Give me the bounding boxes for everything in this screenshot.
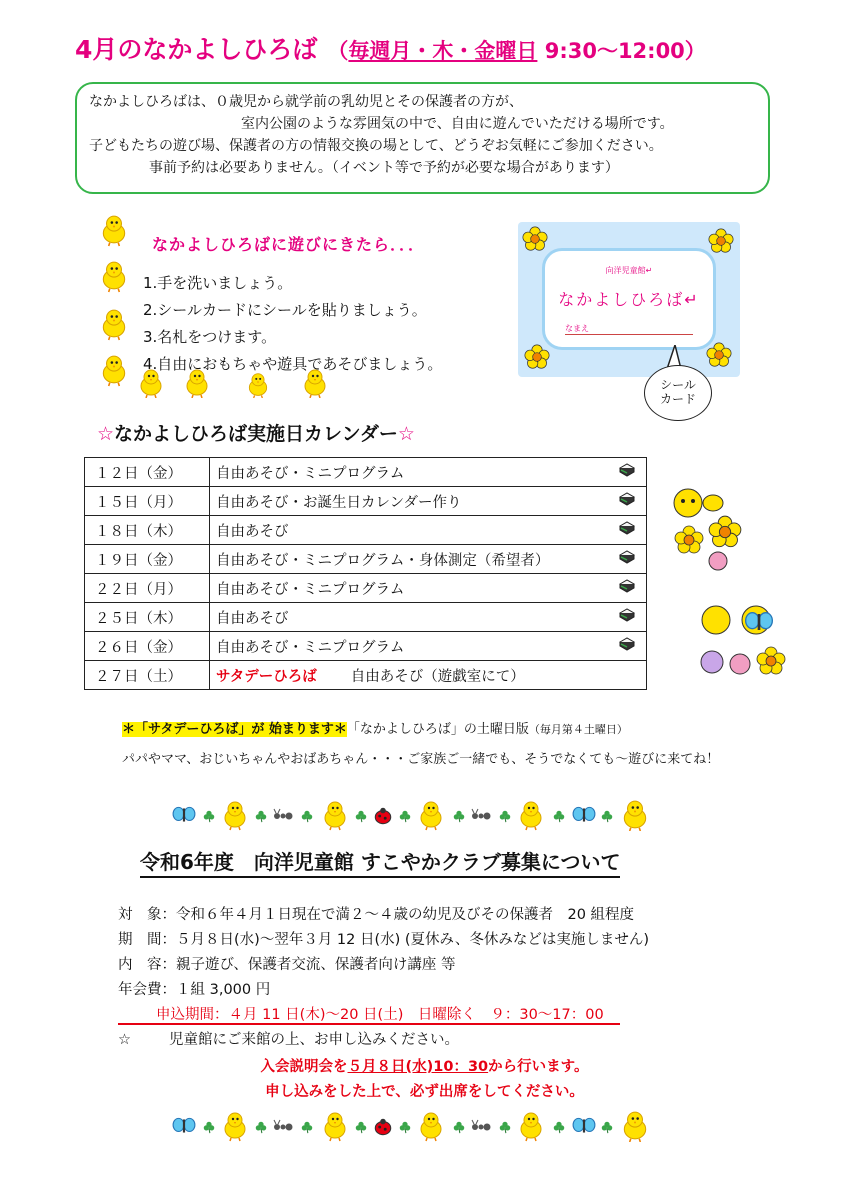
club-period: 期 間：５月８日(水)〜翌年３月 12 日(水) (夏休み、冬休みなどは実施しません) — [118, 932, 650, 948]
steps-list — [143, 270, 442, 378]
book-icon — [608, 458, 647, 487]
card-name-field: なまえ — [565, 323, 693, 335]
club-apply-period: 申込期間：４月 11 日(木)〜20 日(土) 日曜除く ９：30〜17：00 — [118, 1007, 620, 1025]
saturday-invite: パパやママ、おじいちゃんやおばあちゃん・・・ご家族ご一緒でも、そうでなくても〜遊びに来てね！ — [122, 752, 720, 767]
title-text: 4月のなかよしひろば — [75, 35, 318, 64]
book-icon — [608, 603, 647, 632]
step-item: 3.名札をつけます。 — [143, 328, 277, 346]
chick-icon — [98, 352, 130, 388]
chick-icon — [98, 306, 130, 342]
decorative-border — [172, 797, 692, 833]
calendar-table — [84, 457, 647, 690]
attendance-note: 申し込みをした上で、必ず出席をしてください。 — [265, 1084, 584, 1100]
briefing-date: ５月８日(水)10：30 — [347, 1059, 489, 1075]
page-title — [75, 30, 706, 66]
schedule-open: （ — [327, 39, 349, 63]
book-icon — [608, 574, 647, 603]
event-cell: 自由あそび・ミニプログラム・身体測定（希望者） — [210, 545, 609, 574]
table-row — [85, 516, 647, 545]
saturday-event: 自由あそび（遊戯室にて） — [350, 668, 525, 685]
butterflies-illustration — [694, 600, 790, 682]
club-details — [118, 903, 649, 1053]
calendar-title-text: なかよしひろば実施日カレンダー — [114, 423, 398, 445]
steps-heading: なかよしひろばに遊びにきたら．．． — [152, 235, 426, 254]
book-icon — [608, 516, 647, 545]
schedule — [327, 39, 705, 63]
calendar-title — [97, 419, 415, 446]
briefing-post: から行います。 — [488, 1059, 589, 1075]
step-item: 2.シールカードにシールを貼りましょう。 — [143, 301, 427, 319]
event-cell: 自由あそび・ミニプログラム — [210, 458, 609, 487]
chick-icon — [98, 212, 130, 248]
intro-box — [75, 82, 770, 194]
card-inner — [542, 248, 716, 350]
speech-bubble — [644, 365, 712, 421]
chick-icon — [98, 258, 130, 294]
step-item: 4.自由におもちゃや遊具であそびましょう。 — [143, 355, 443, 373]
flower-icon — [708, 228, 734, 254]
event-cell: 自由あそび — [210, 516, 609, 545]
event-cell: 自由あそび — [210, 603, 609, 632]
table-row — [85, 603, 647, 632]
star-icon: ☆ — [118, 1032, 131, 1048]
table-row — [85, 661, 647, 690]
table-row — [85, 458, 647, 487]
date-cell: ２５日（木） — [85, 603, 210, 632]
book-icon — [608, 487, 647, 516]
event-cell: 自由あそび・ミニプログラム — [210, 574, 609, 603]
club-content: 内 容：親子遊び、保護者交流、保護者向け講座 等 — [118, 957, 456, 973]
event-cell — [210, 661, 647, 690]
saturday-small: （毎月第４土曜日） — [528, 723, 628, 736]
table-row — [85, 487, 647, 516]
intro-line: なかよしひろばは、０歳児から就学前の乳幼児とその保護者の方が、 — [89, 94, 523, 110]
date-cell: １５日（月） — [85, 487, 210, 516]
club-fee: 年会費：１組 3,000 円 — [118, 982, 271, 998]
schedule-days: 毎週月・木・金曜日 — [348, 39, 538, 63]
date-cell: ２２日（月） — [85, 574, 210, 603]
saturday-notice — [122, 718, 628, 737]
book-icon — [608, 545, 647, 574]
table-row — [85, 545, 647, 574]
bubble-line: カード — [659, 392, 696, 406]
date-cell: ２７日（土） — [85, 661, 210, 690]
briefing-pre: 入会説明会を — [260, 1059, 348, 1075]
date-cell: １８日（木） — [85, 516, 210, 545]
book-icon — [608, 632, 647, 661]
star-icon: ☆ — [397, 423, 415, 445]
intro-line: 子どもたちの遊び場、保護者の方の情報交換の場として、どうぞお気軽にご参加ください。 — [89, 138, 663, 154]
event-cell: 自由あそび・ミニプログラム — [210, 632, 609, 661]
saturday-note: 「なかよしひろば」の土曜日版 — [346, 722, 529, 737]
date-cell: １９日（金） — [85, 545, 210, 574]
table-row — [85, 574, 647, 603]
saturday-label: サタデーひろば — [216, 668, 317, 685]
sticker-card-image — [518, 222, 740, 377]
flower-icon — [524, 344, 550, 370]
briefing-note — [0, 1055, 849, 1080]
flower-icon — [706, 342, 732, 368]
club-how: 児童館にご来館の上、お申し込みください。 — [169, 1032, 459, 1048]
table-row — [85, 632, 647, 661]
card-title: なかよしひろば↵ — [558, 290, 700, 309]
flower-icon — [522, 226, 548, 252]
club-title: 令和6年度 向洋児童館 すこやかクラブ募集について — [140, 846, 620, 878]
event-cell: 自由あそび・お誕生日カレンダー作り — [210, 487, 609, 516]
intro-line: 室内公園のような雰囲気の中で、自由に遊んでいただける場所です。 — [241, 116, 674, 132]
schedule-time: 9:30〜12:00） — [537, 39, 706, 63]
intro-line: 事前予約は必要ありません。（イベント等で予約が必要な場合があります） — [149, 160, 619, 176]
date-cell: ２６日（金） — [85, 632, 210, 661]
card-org: 向洋児童館↵ — [605, 266, 653, 275]
club-target: 対 象：令和６年４月１日現在で満２〜４歳の幼児及びその保護者 20 組程度 — [118, 907, 635, 923]
bubble-line: シール — [660, 378, 696, 392]
step-item: 1.手を洗いましょう。 — [143, 274, 293, 292]
saturday-highlight: ＊「サタデーひろば」が 始まります＊ — [122, 722, 347, 737]
star-icon: ☆ — [97, 423, 115, 445]
decorative-border — [172, 1108, 692, 1144]
date-cell: １２日（金） — [85, 458, 210, 487]
bee-flowers-illustration — [668, 485, 748, 575]
